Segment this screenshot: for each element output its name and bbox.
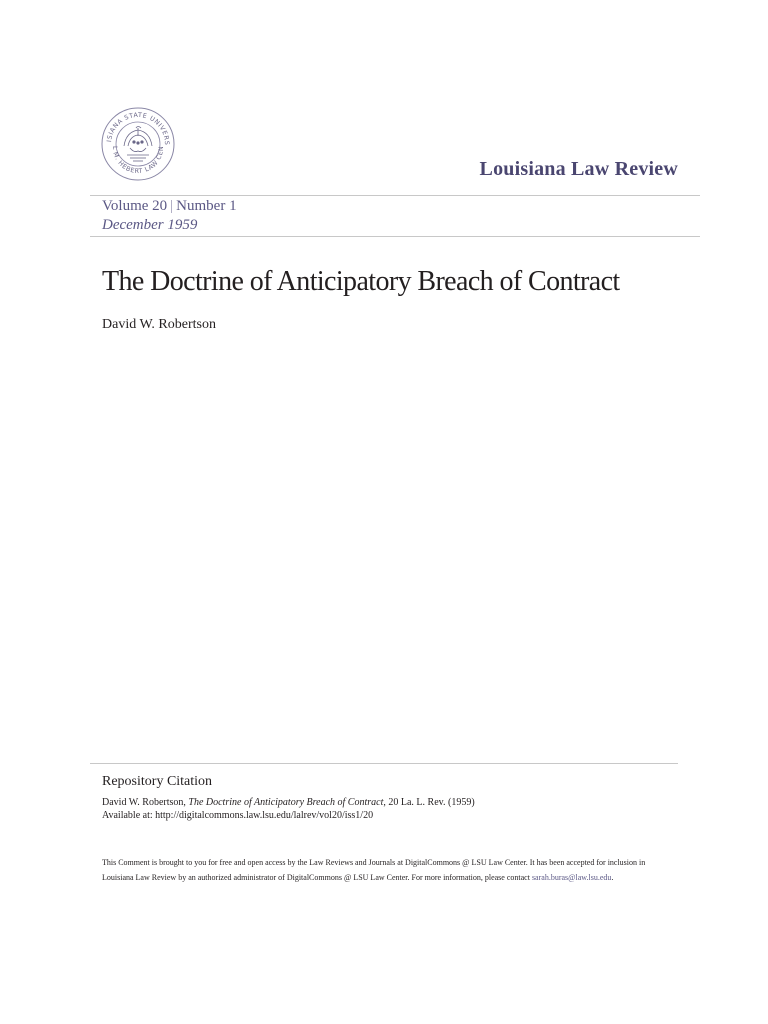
bottom-divider <box>90 763 678 764</box>
article-author: David W. Robertson <box>102 317 216 332</box>
notice-end: . <box>611 873 614 882</box>
university-seal-logo <box>100 106 176 182</box>
citation-line <box>102 796 475 809</box>
seal-top-text: ISIANA STATE UNIVERS <box>106 111 171 146</box>
citation-block <box>102 796 475 822</box>
seal-bottom-text: L M. HEBERT LAW CEN <box>110 145 166 176</box>
issue-separator: | <box>170 198 174 214</box>
available-at-link[interactable]: Available at: http://digitalcommons.law.lsu.edu/lalrev/vol20/iss1/20 <box>102 810 374 821</box>
contact-email-link[interactable]: sarah.buras@law.lsu.edu <box>531 873 612 882</box>
access-notice <box>102 855 678 885</box>
article-title: The Doctrine of Anticipatory Breach of Contract <box>102 266 620 297</box>
notice-text: This Comment is brought to you for free and open access by the Law Reviews and Journals at DigitalCommons @ LSU Law Center. It has been accepted for inclusion in Louisiana Law Review by an authorized administrator of DigitalCommons @ LSU Law Center. For more information, please contact <box>102 858 646 882</box>
pelican-icon <box>124 127 152 162</box>
middle-divider <box>90 236 700 237</box>
issue-info <box>102 197 237 235</box>
number-link[interactable]: Number 1 <box>176 198 237 214</box>
citation-source: , 20 La. L. Rev. (1959) <box>383 797 475 808</box>
volume-link[interactable]: Volume 20 <box>102 198 168 214</box>
citation-author: David W. Robertson, <box>102 797 189 808</box>
repository-citation-heading: Repository Citation <box>102 774 213 789</box>
issue-date: December 1959 <box>102 217 198 233</box>
citation-title: The Doctrine of Anticipatory Breach of Contract <box>188 797 384 808</box>
journal-title[interactable]: Louisiana Law Review <box>479 158 678 180</box>
top-divider <box>90 195 700 196</box>
